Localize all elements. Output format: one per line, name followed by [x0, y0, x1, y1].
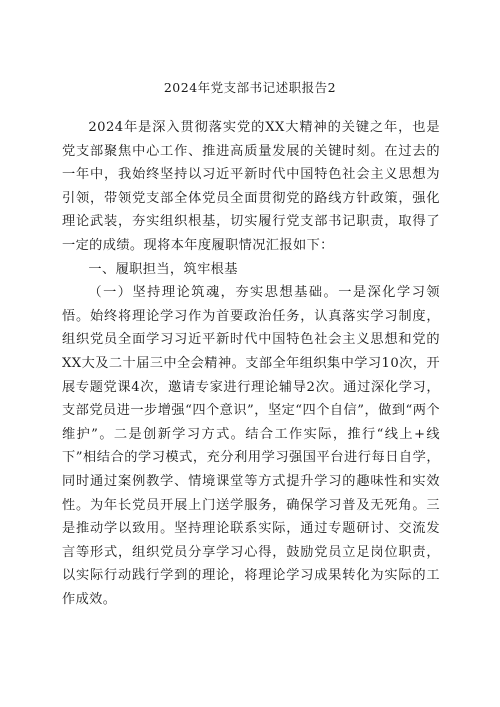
document-body — [62, 116, 440, 611]
document-title: 2024年党支部书记述职报告2 — [163, 80, 337, 95]
body-paragraph: （一）坚持理论筑魂，夯实思想基础。一是深化学习领悟。始终将理论学习作为首要政治任务，认真落实学习制度，组织党员全面学习习近平新时代中国特色社会主义思想和党的XX大及二十届三中全会精神。支部全年组织集中学习10次，开展专题党课4次，邀请专家进行理论辅导2次。通过深化学习，支部党员进一步增强“四个意识”，坚定“四个自信”，做到“两个维护”。二是创新学习方式。结合工作实际，推行“线上+线下”相结合的学习模式，充分利用学习强国平台进行每日自学，同时通过案例教学、情境课堂等方式提升学习的趣味性和实效性。为年长党员开展上门送学服务，确保学习普及无死角。三是推动学以致用。坚持理论联系实际，通过专题研讨、交流发言等形式，组织党员分享学习心得，鼓励党员立足岗位职责，以实际行动践行学到的理论，将理论学习成果转化为实际的工作成效。 — [62, 285, 440, 607]
section-heading: 一、履职担当，筑牢根基 — [88, 261, 238, 277]
intro-paragraph: 2024年是深入贯彻落实党的XX大精神的关键之年，也是党支部聚焦中心工作、推进高质量发展的关键时刻。在过去的一年中，我始终坚持以习近平新时代中国特色社会主义思想为引领，带领党支部全体党员全面贯彻党的路线方针政策，强化理论武装，夯实组织根基，切实履行党支部书记职责，取得了一定的成绩。现将本年度履职情况汇报如下： — [62, 120, 440, 253]
